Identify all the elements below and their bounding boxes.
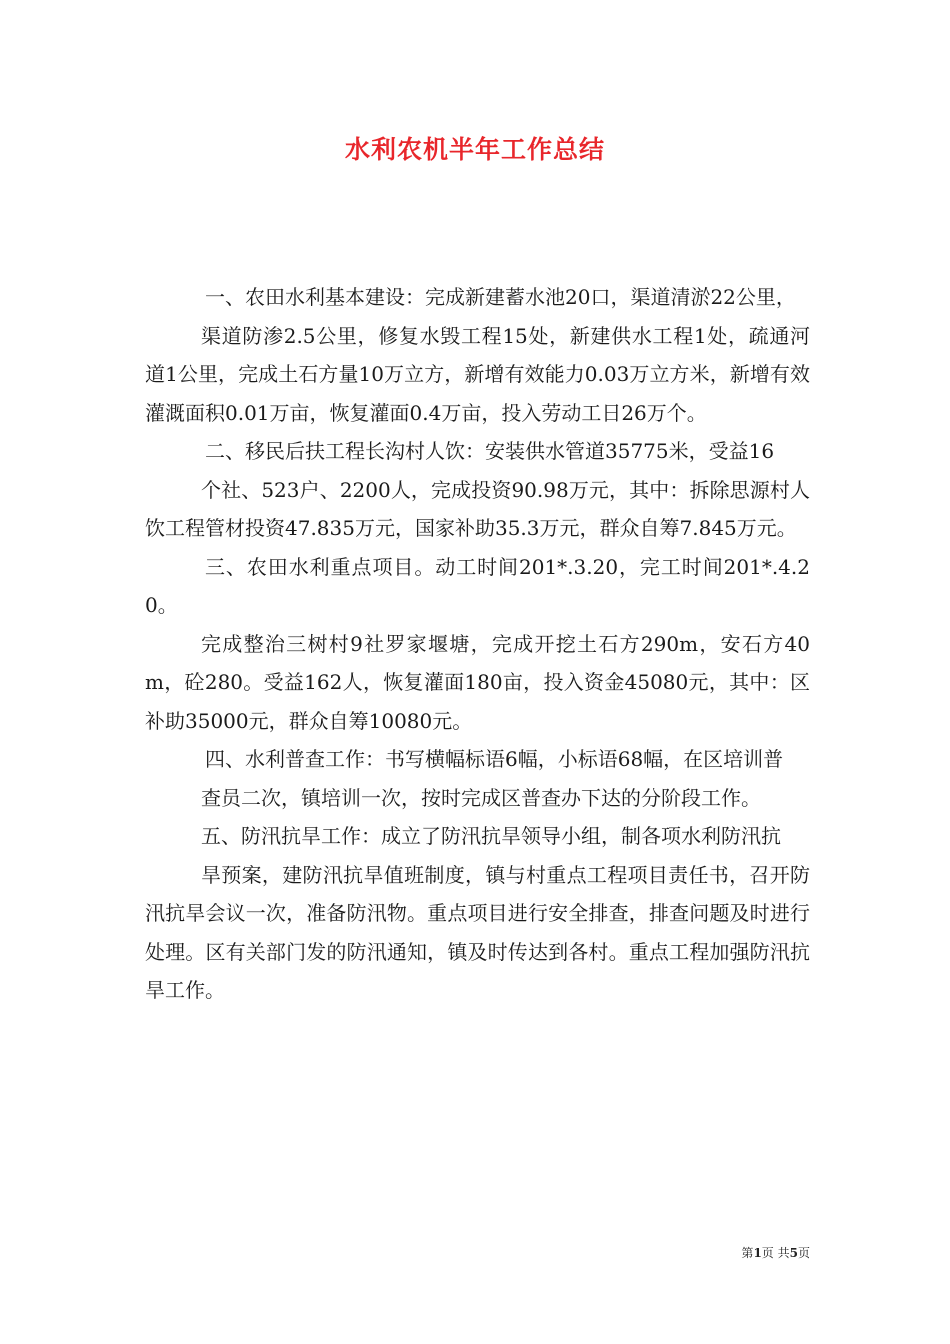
document-title: 水利农机半年工作总结 [344, 135, 605, 164]
page-number-middle: 页 共 [761, 1246, 790, 1260]
paragraph-9: 五、防汛抗旱工作：成立了防汛抗旱领导小组，制各项水利防汛抗 [201, 824, 781, 848]
document-body [145, 278, 810, 1010]
page-number-prefix: 第 [741, 1246, 754, 1260]
paragraph-10: 旱预案，建防汛抗旱值班制度，镇与村重点工程项目责任书，召开防汛抗旱会议一次，准备防汛物。重点项目进行安全排查，排查问题及时进行处理。区有关部门发的防汛通知，镇及时传达到各村。重点工程加强防汛抗旱工作。 [145, 862, 810, 1002]
paragraph-7: 四、水利普查工作：书写横幅标语6幅，小标语68幅，在区培训普 [205, 747, 784, 771]
paragraph-5: 三、农田水利重点项目。动工时间201*.3.20，完工时间201*.4.20。 [145, 554, 810, 617]
paragraph-1: 一、农田水利基本建设：完成新建蓄水池20口，渠道清淤22公里， [205, 285, 796, 309]
paragraph-6: 完成整治三树村9社罗家堰塘，完成开挖土石方290m，安石方40m，砼280。受益162人，恢复灌面180亩，投入资金45080元，其中：区补助35000元，群众自筹10080元。 [145, 631, 810, 733]
current-page: 1 [753, 1246, 762, 1260]
paragraph-2: 渠道防渗2.5公里，修复水毁工程15处，新建供水工程1处，疏通河道1公里，完成土石方量10万立方，新增有效能力0.03万立方米，新增有效灌溉面积0.01万亩，恢复灌面0.4万亩，投入劳动工日26万个。 [145, 323, 810, 425]
paragraph-3: 二、移民后扶工程长沟村人饮：安装供水管道35775米，受益16 [205, 439, 775, 463]
paragraph-4: 个社、523户、2200人，完成投资90.98万元，其中：拆除思源村人饮工程管材投资47.835万元，国家补助35.3万元，群众自筹7.845万元。 [145, 477, 810, 540]
page-number-suffix: 页 [797, 1246, 810, 1260]
total-pages: 5 [789, 1246, 798, 1260]
paragraph-8: 查员二次，镇培训一次，按时完成区普查办下达的分阶段工作。 [201, 785, 761, 810]
page-number [700, 1245, 810, 1261]
